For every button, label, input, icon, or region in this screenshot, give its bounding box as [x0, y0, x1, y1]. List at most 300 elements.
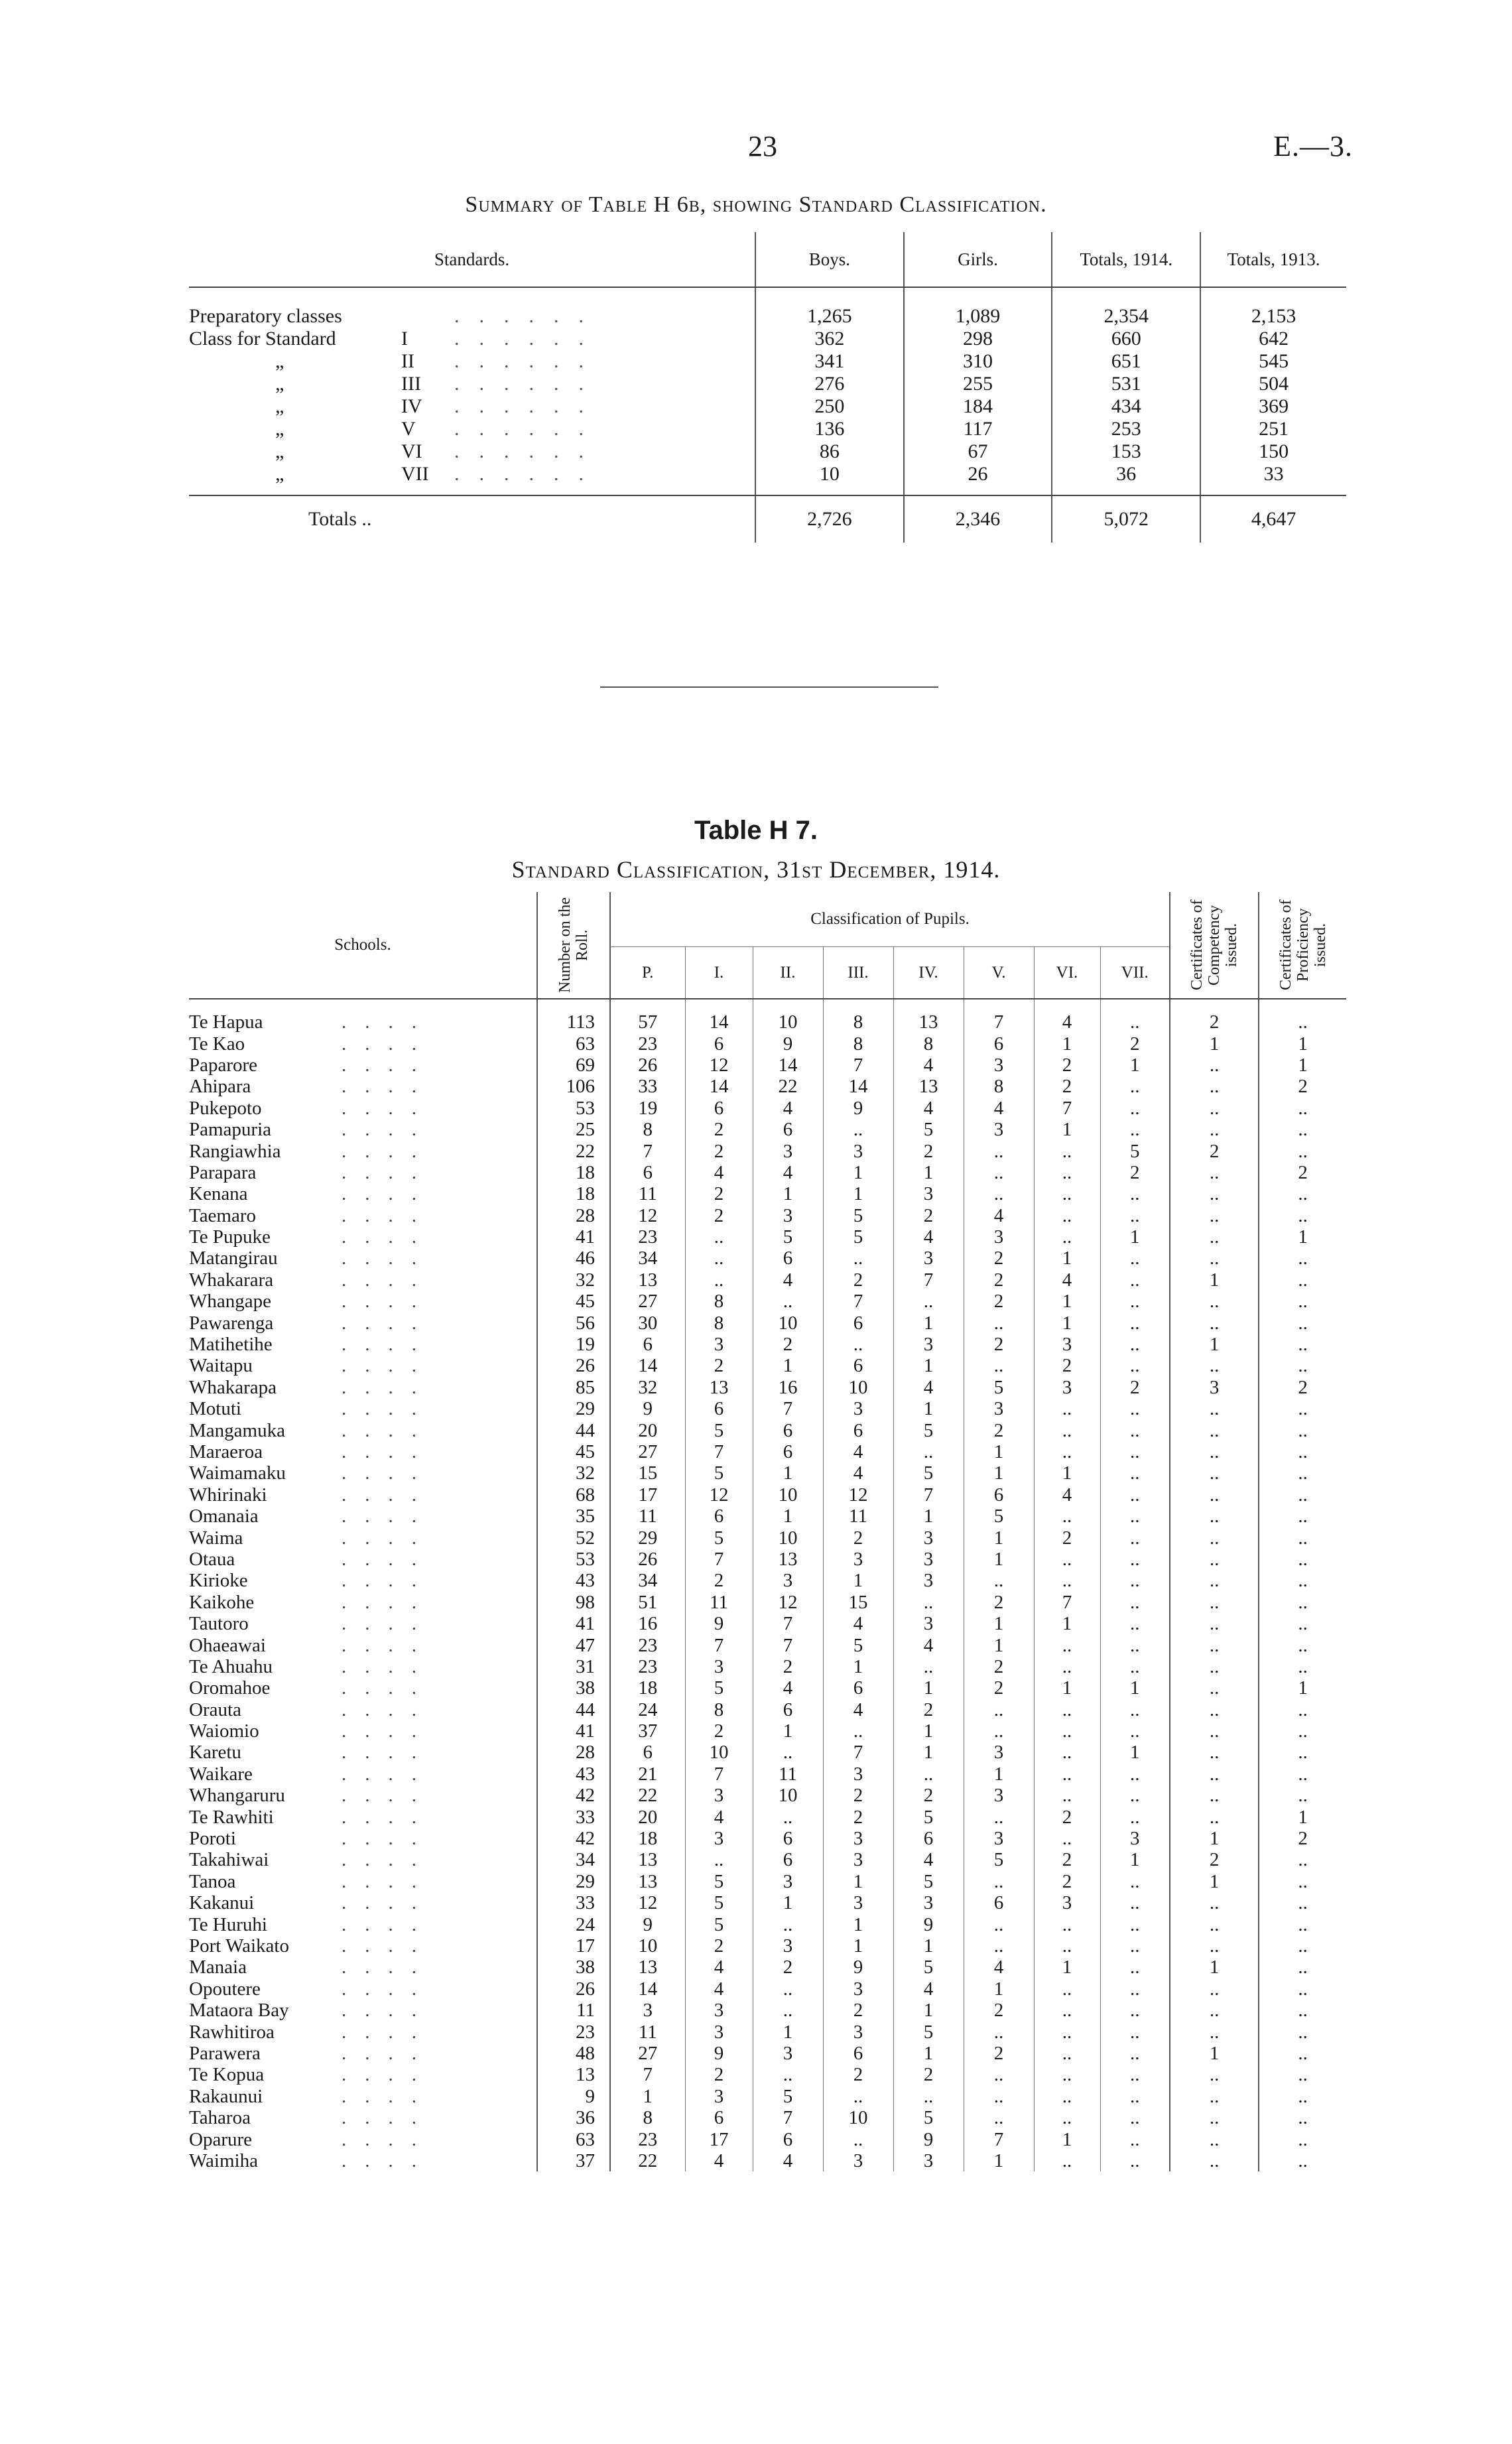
h7-col-class-vii: VII. [1100, 947, 1170, 999]
h7-vii: .. [1100, 999, 1170, 1033]
summary-girls: 26 [904, 463, 1052, 495]
summary-total-1914: 2,354 [1052, 287, 1200, 328]
h7-vi: 2 [1034, 1055, 1100, 1076]
h7-vi: .. [1034, 1978, 1100, 2000]
h7-proficiency: .. [1259, 1935, 1346, 1957]
h7-vi: .. [1034, 1764, 1100, 1785]
h7-roll: 69 [537, 1055, 610, 1076]
h7-school [189, 1913, 537, 1935]
h7-row [189, 2064, 1346, 2085]
leader-dots: ...... [454, 305, 603, 327]
h7-school-name: Te Huruhi [189, 1913, 267, 1935]
h7-v: .. [964, 1570, 1034, 1591]
h7-v: 2 [964, 1334, 1034, 1355]
h7-vii: .. [1100, 1549, 1170, 1570]
h7-col-schools: Schools. [189, 892, 537, 999]
h7-col-class-vi: VI. [1034, 947, 1100, 999]
h7-ii: 5 [753, 1226, 823, 1248]
h7-col-competency [1170, 892, 1259, 999]
summary-totals-1913: 4,647 [1200, 495, 1346, 543]
leader-dots: .... [342, 1334, 435, 1356]
h7-iv: 1 [893, 1677, 964, 1699]
h7-row [189, 1677, 1346, 1699]
h7-iii: 14 [823, 1076, 893, 1097]
h7-iii: 5 [823, 1226, 893, 1248]
h7-v: .. [964, 1312, 1034, 1333]
h7-iv: 1 [893, 1398, 964, 1419]
h7-roll: 45 [537, 1291, 610, 1312]
h7-iii: 10 [823, 1377, 893, 1398]
leader-dots: .... [342, 1291, 435, 1313]
h7-school [189, 1506, 537, 1527]
h7-roll: 24 [537, 1913, 610, 1935]
h7-competency: .. [1170, 1913, 1259, 1935]
h7-iii: 2 [823, 2064, 893, 2085]
h7-competency: 1 [1170, 1033, 1259, 1054]
h7-p: 19 [610, 1098, 685, 1119]
h7-roll: 19 [537, 1334, 610, 1355]
h7-school [189, 1033, 537, 1054]
h7-competency: .. [1170, 2128, 1259, 2150]
h7-iv: 4 [893, 1055, 964, 1076]
h7-iii: 6 [823, 1355, 893, 1376]
h7-proficiency: 1 [1259, 1033, 1346, 1054]
h7-iii: 3 [823, 1549, 893, 1570]
leader-dots: .... [342, 1570, 435, 1592]
h7-iv: .. [893, 1656, 964, 1677]
leader-dots: .... [342, 1226, 435, 1248]
h7-iv: 9 [893, 1913, 964, 1935]
h7-school [189, 1119, 537, 1140]
h7-school [189, 1634, 537, 1655]
h7-school [189, 1892, 537, 1913]
summary-standard-label: „ [275, 440, 284, 462]
h7-roll: 34 [537, 1849, 610, 1870]
h7-iii: .. [823, 1334, 893, 1355]
h7-ii: 4 [753, 1677, 823, 1699]
h7-vi: 1 [1034, 1312, 1100, 1333]
h7-vii: 2 [1100, 1033, 1170, 1054]
h7-competency: .. [1170, 1677, 1259, 1699]
h7-roll: 33 [537, 1806, 610, 1827]
h7-vii: 1 [1100, 1055, 1170, 1076]
h7-v: 6 [964, 1892, 1034, 1913]
summary-col-standards: Standards. [189, 232, 755, 287]
leader-dots: .... [342, 1097, 435, 1119]
h7-col-proficiency [1259, 892, 1346, 999]
h7-vii: .. [1100, 1592, 1170, 1613]
leader-dots: .... [342, 2000, 435, 2022]
summary-total-1914: 36 [1052, 463, 1200, 495]
h7-competency: .. [1170, 1205, 1259, 1226]
h7-roll: 53 [537, 1549, 610, 1570]
summary-total-1913: 251 [1200, 418, 1346, 440]
h7-v: .. [964, 1871, 1034, 1892]
h7-i: 8 [685, 1699, 753, 1720]
h7-row [189, 1913, 1346, 1935]
h7-row [189, 1592, 1346, 1613]
h7-school-name: Matangirau [189, 1248, 278, 1269]
h7-vi: .. [1034, 1549, 1100, 1570]
h7-v: 2 [964, 1248, 1034, 1269]
h7-vii: 5 [1100, 1140, 1170, 1161]
h7-ii: 1 [753, 1462, 823, 1484]
h7-row [189, 2043, 1346, 2064]
h7-i: 4 [685, 1806, 753, 1827]
summary-boys: 341 [755, 350, 904, 373]
h7-vii: .. [1100, 2064, 1170, 2085]
h7-iv: .. [893, 1764, 964, 1785]
h7-proficiency: 1 [1259, 1055, 1346, 1076]
h7-roll: 41 [537, 1226, 610, 1248]
h7-school-name: Te Pupuke [189, 1226, 271, 1248]
leader-dots: .... [342, 1785, 435, 1807]
h7-competency: .. [1170, 1484, 1259, 1506]
leader-dots: .... [342, 1011, 435, 1033]
h7-vi: 1 [1034, 1677, 1100, 1699]
table-h7-subtitle: Standard Classification, 31st December, 1914. [511, 856, 1001, 883]
h7-vi: 1 [1034, 1957, 1100, 1978]
h7-roll: 18 [537, 1162, 610, 1183]
leader-dots: .... [342, 2085, 435, 2107]
h7-school-name: Whakarapa [189, 1376, 277, 1398]
h7-proficiency: .. [1259, 2064, 1346, 2085]
h7-vi: .. [1034, 1183, 1100, 1204]
h7-iv: .. [893, 1441, 964, 1462]
h7-vii: .. [1100, 1183, 1170, 1204]
h7-proficiency: 2 [1259, 1162, 1346, 1183]
h7-iii: .. [823, 1720, 893, 1742]
h7-roll: 38 [537, 1957, 610, 1978]
h7-competency: .. [1170, 1613, 1259, 1634]
h7-vii: 2 [1100, 1377, 1170, 1398]
h7-vi: .. [1034, 1935, 1100, 1957]
h7-school-name: Parapara [189, 1161, 257, 1183]
h7-v: 4 [964, 1098, 1034, 1119]
h7-vi: 3 [1034, 1377, 1100, 1398]
h7-p: 26 [610, 1055, 685, 1076]
h7-iv: 3 [893, 1549, 964, 1570]
h7-row [189, 1764, 1346, 1785]
h7-i: 12 [685, 1055, 753, 1076]
h7-i: 6 [685, 1098, 753, 1119]
summary-col-totals-1914: Totals, 1914. [1052, 232, 1200, 287]
h7-proficiency: .. [1259, 1419, 1346, 1441]
h7-iv: 5 [893, 1806, 964, 1827]
h7-vii: .. [1100, 1913, 1170, 1935]
h7-i: 14 [685, 1076, 753, 1097]
summary-standard-roman: IV [401, 395, 422, 417]
h7-row [189, 1334, 1346, 1355]
h7-p: 6 [610, 1162, 685, 1183]
h7-i: 11 [685, 1592, 753, 1613]
h7-proficiency: .. [1259, 1892, 1346, 1913]
h7-competency: .. [1170, 1119, 1259, 1140]
h7-competency: .. [1170, 1527, 1259, 1548]
h7-vii: .. [1100, 1441, 1170, 1462]
h7-i: 10 [685, 1742, 753, 1763]
h7-ii: .. [753, 2000, 823, 2021]
summary-standard-label: „ [275, 350, 284, 372]
h7-vii: .. [1100, 1613, 1170, 1634]
h7-proficiency: .. [1259, 1183, 1346, 1204]
h7-ii: .. [753, 1806, 823, 1827]
h7-school-name: Manaia [189, 1957, 247, 1978]
h7-roll: 68 [537, 1484, 610, 1506]
h7-v: .. [964, 1699, 1034, 1720]
h7-ii: 6 [753, 1699, 823, 1720]
h7-ii: 1 [753, 1506, 823, 1527]
h7-competency: .. [1170, 1291, 1259, 1312]
h7-school-name: Oparure [189, 2128, 253, 2150]
summary-standard [189, 287, 755, 328]
summary-boys: 362 [755, 328, 904, 350]
h7-proficiency: .. [1259, 999, 1346, 1033]
summary-boys: 1,265 [755, 287, 904, 328]
h7-competency: .. [1170, 1419, 1259, 1441]
summary-total-1913: 33 [1200, 463, 1346, 495]
h7-p: 3 [610, 2000, 685, 2021]
h7-p: 12 [610, 1205, 685, 1226]
h7-p: 9 [610, 1398, 685, 1419]
h7-school [189, 1527, 537, 1548]
h7-ii: .. [753, 1978, 823, 2000]
h7-proficiency: .. [1259, 2086, 1346, 2107]
h7-p: 27 [610, 2043, 685, 2064]
h7-iv: 2 [893, 1785, 964, 1806]
h7-v: .. [964, 1720, 1034, 1742]
h7-iii: 6 [823, 1419, 893, 1441]
h7-vi: .. [1034, 2086, 1100, 2107]
h7-i: 5 [685, 1892, 753, 1913]
h7-vii: .. [1100, 1764, 1170, 1785]
h7-proficiency: .. [1259, 1355, 1346, 1376]
h7-ii: 3 [753, 1205, 823, 1226]
h7-p: 23 [610, 1656, 685, 1677]
h7-roll: 31 [537, 1656, 610, 1677]
h7-school [189, 1462, 537, 1484]
h7-i: 5 [685, 1677, 753, 1699]
summary-standard [189, 440, 755, 463]
h7-ii: 5 [753, 2086, 823, 2107]
h7-row [189, 1312, 1346, 1333]
h7-vi: .. [1034, 1226, 1100, 1248]
h7-roll: 11 [537, 2000, 610, 2021]
h7-roll: 113 [537, 999, 610, 1033]
h7-col-competency-label: Certificates of Competency issued. [1188, 899, 1241, 991]
h7-ii: 1 [753, 1355, 823, 1376]
h7-row [189, 1978, 1346, 2000]
h7-proficiency: .. [1259, 1957, 1346, 1978]
h7-row [189, 1742, 1346, 1763]
h7-p: 17 [610, 1484, 685, 1506]
h7-i: 13 [685, 1377, 753, 1398]
h7-vi: .. [1034, 1419, 1100, 1441]
summary-total-1913: 2,153 [1200, 287, 1346, 328]
summary-boys: 250 [755, 395, 904, 418]
leader-dots: ...... [454, 328, 603, 350]
h7-proficiency: .. [1259, 1549, 1346, 1570]
h7-iv: 3 [893, 1613, 964, 1634]
summary-standard-label: „ [275, 373, 284, 395]
h7-i: 4 [685, 1978, 753, 2000]
h7-school-name: Whakarara [189, 1269, 274, 1291]
h7-school-name: Pukepoto [189, 1097, 262, 1119]
h7-roll: 13 [537, 2064, 610, 2085]
h7-school [189, 1742, 537, 1763]
h7-i: 6 [685, 1506, 753, 1527]
h7-roll: 85 [537, 1377, 610, 1398]
h7-roll: 33 [537, 1892, 610, 1913]
h7-competency: .. [1170, 1656, 1259, 1677]
h7-ii: 6 [753, 2128, 823, 2150]
h7-row [189, 2107, 1346, 2128]
h7-school-name: Kaikohe [189, 1591, 255, 1613]
h7-v: .. [964, 1913, 1034, 1935]
h7-p: 11 [610, 2021, 685, 2042]
h7-i: 5 [685, 1527, 753, 1548]
h7-vii: .. [1100, 1291, 1170, 1312]
h7-ii: 6 [753, 1119, 823, 1140]
h7-school [189, 1806, 537, 1827]
h7-p: 18 [610, 1677, 685, 1699]
leader-dots: .... [342, 1870, 435, 1892]
h7-ii: 3 [753, 1140, 823, 1161]
h7-competency: .. [1170, 1634, 1259, 1655]
h7-proficiency: 1 [1259, 1806, 1346, 1827]
h7-row [189, 1162, 1346, 1183]
h7-vii: .. [1100, 1527, 1170, 1548]
h7-row [189, 1720, 1346, 1742]
h7-v: 2 [964, 2043, 1034, 2064]
h7-i: 14 [685, 999, 753, 1033]
summary-boys: 276 [755, 373, 904, 395]
h7-vi: .. [1034, 2043, 1100, 2064]
h7-iv: 1 [893, 1312, 964, 1333]
h7-iii: 1 [823, 1656, 893, 1677]
h7-vi: .. [1034, 1828, 1100, 1849]
summary-girls: 117 [904, 418, 1052, 440]
h7-p: 11 [610, 1506, 685, 1527]
h7-row [189, 1957, 1346, 1978]
h7-school [189, 1677, 537, 1699]
h7-i: 2 [685, 1140, 753, 1161]
h7-ii: 4 [753, 1162, 823, 1183]
h7-vi: 2 [1034, 1849, 1100, 1870]
h7-school [189, 1398, 537, 1419]
h7-p: 26 [610, 1549, 685, 1570]
h7-roll: 28 [537, 1205, 610, 1226]
h7-body [189, 999, 1346, 2171]
h7-competency: .. [1170, 1806, 1259, 1827]
h7-proficiency: .. [1259, 1484, 1346, 1506]
summary-boys: 86 [755, 440, 904, 463]
h7-vii: 1 [1100, 1849, 1170, 1870]
h7-i: 2 [685, 1570, 753, 1591]
h7-v: 3 [964, 1226, 1034, 1248]
h7-school [189, 1291, 537, 1312]
h7-row [189, 1033, 1346, 1054]
h7-i: 17 [685, 2128, 753, 2150]
leader-dots: .... [342, 1269, 435, 1291]
leader-dots: .... [342, 1655, 435, 1677]
h7-iii: 3 [823, 1398, 893, 1419]
h7-v: 2 [964, 1677, 1034, 1699]
h7-ii: .. [753, 2064, 823, 2085]
leader-dots: .... [342, 2107, 435, 2129]
h7-proficiency: .. [1259, 2128, 1346, 2150]
h7-vi: 7 [1034, 1098, 1100, 1119]
h7-competency: 1 [1170, 1269, 1259, 1291]
h7-competency: 1 [1170, 1871, 1259, 1892]
h7-col-class-iv: IV. [893, 947, 964, 999]
leader-dots: .... [342, 1506, 435, 1527]
h7-i: 6 [685, 1033, 753, 1054]
h7-school [189, 2150, 537, 2171]
h7-iii: .. [823, 1119, 893, 1140]
h7-iii: 8 [823, 999, 893, 1033]
h7-vii: .. [1100, 1978, 1170, 2000]
page-number: 23 [748, 130, 777, 162]
summary-row [189, 373, 1346, 395]
h7-iv: 4 [893, 1377, 964, 1398]
h7-competency: .. [1170, 1978, 1259, 2000]
h7-iii: 2 [823, 1785, 893, 1806]
h7-v: 3 [964, 1828, 1034, 1849]
h7-col-class-v: V. [964, 947, 1034, 999]
h7-v: .. [964, 1183, 1034, 1204]
h7-vi: .. [1034, 1441, 1100, 1462]
h7-vi: .. [1034, 1506, 1100, 1527]
leader-dots: .... [342, 1054, 435, 1076]
h7-row [189, 2086, 1346, 2107]
h7-p: 21 [610, 1764, 685, 1785]
h7-row [189, 1806, 1346, 1827]
h7-competency: .. [1170, 1720, 1259, 1742]
h7-school-name: Te Kao [189, 1033, 245, 1055]
h7-school [189, 1656, 537, 1677]
h7-school-name: Rakaunui [189, 2085, 263, 2107]
h7-i: .. [685, 1269, 753, 1291]
h7-school-name: Taemaro [189, 1204, 257, 1226]
h7-roll: 41 [537, 1720, 610, 1742]
h7-row [189, 1871, 1346, 1892]
h7-competency: 2 [1170, 1140, 1259, 1161]
leader-dots: .... [342, 2150, 435, 2171]
h7-iv: 2 [893, 1140, 964, 1161]
h7-vii: .. [1100, 1720, 1170, 1742]
h7-school [189, 2000, 537, 2021]
h7-competency: 2 [1170, 999, 1259, 1033]
h7-ii: 22 [753, 1076, 823, 1097]
h7-ii: 2 [753, 1334, 823, 1355]
summary-row [189, 395, 1346, 418]
h7-school [189, 1785, 537, 1806]
h7-competency: .. [1170, 1398, 1259, 1419]
leader-dots: .... [342, 1462, 435, 1484]
h7-vii: .. [1100, 2128, 1170, 2150]
h7-p: 23 [610, 1226, 685, 1248]
h7-p: 22 [610, 1785, 685, 1806]
h7-competency: .. [1170, 1699, 1259, 1720]
h7-vi: .. [1034, 2107, 1100, 2128]
h7-ii: 3 [753, 1935, 823, 1957]
h7-school-name: Takahiwai [189, 1849, 269, 1871]
h7-iii: 3 [823, 2150, 893, 2171]
h7-vi: 1 [1034, 1613, 1100, 1634]
h7-row [189, 1935, 1346, 1957]
h7-proficiency: .. [1259, 1398, 1346, 1419]
